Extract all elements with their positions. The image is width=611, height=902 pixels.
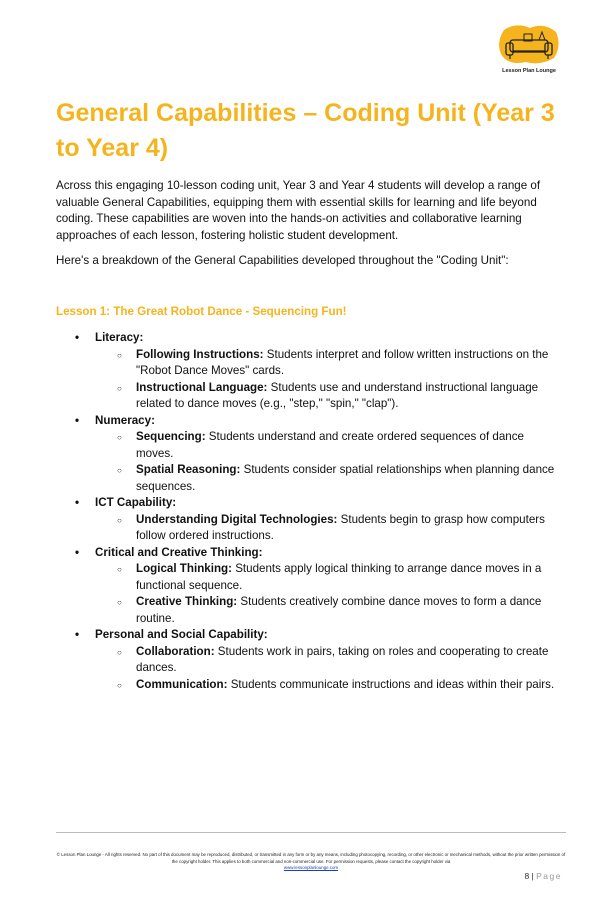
circle-bullet-icon: ○ [117,515,122,525]
capability-item [95,380,560,413]
logo-text: Lesson Plan Lounge [502,68,556,74]
item-label: Collaboration: [136,644,215,658]
item-label: Spatial Reasoning: [136,463,241,476]
capability-item [95,429,560,462]
lesson-plan-lounge-logo [494,24,564,80]
category-name: Literacy: [95,331,144,344]
page-title: General Capabilities – Coding Unit (Year 3 to Year 4) [56,99,555,162]
circle-bullet-icon: ○ [117,433,122,442]
item-label: Following Instructions: [136,347,264,361]
capability-item [95,347,560,380]
circle-bullet-icon: ○ [117,466,122,475]
item-text: Students use and understand instructional language related to dance moves (e.g., "step," "spin," "clap"). [136,380,539,410]
bullet-icon: • [75,545,80,559]
category-name: Critical and Creative Thinking: [95,545,263,559]
capability-category [56,413,576,496]
capability-item [95,677,560,694]
capability-item [95,512,560,545]
capability-category [56,545,576,628]
capability-item [95,462,560,495]
item-text: Students creatively combine dance moves to form a dance routine. [136,595,542,625]
item-text: Students interpret and follow written instructions on the "Robot Dance Moves" cards. [136,347,549,377]
circle-bullet-icon: ○ [117,647,122,657]
item-label: Sequencing: [136,430,206,443]
page-number [524,871,562,881]
sofa-logo-icon [496,24,562,66]
website-link[interactable]: www.lessonplanlounge.com [283,865,339,870]
circle-bullet-icon: ○ [117,350,122,360]
footer-copyright [56,852,566,872]
lesson-heading: Lesson 1: The Great Robot Dance - Sequencing Fun! [56,305,347,318]
item-text: Students begin to grasp how computers follow ordered instructions. [136,512,545,542]
bullet-icon: • [75,496,80,509]
circle-bullet-icon: ○ [117,565,122,574]
circle-bullet-icon: ○ [117,598,122,607]
footer-divider [56,832,566,833]
capability-item [95,561,560,594]
circle-bullet-icon: ○ [117,383,122,393]
page-word: Page [536,871,562,881]
category-name: Numeracy: [95,413,155,427]
item-text: Students understand and create ordered sequences of dance moves. [136,430,524,460]
item-label: Communication: [136,677,228,691]
item-text: Students consider spatial relationships when planning dance sequences. [136,463,555,493]
item-label: Logical Thinking: [136,562,232,575]
bullet-icon: • [75,628,80,641]
circle-bullet-icon: ○ [117,680,122,690]
item-label: Understanding Digital Technologies: [136,512,338,526]
item-label: Creative Thinking: [136,595,238,608]
intro-paragraph: Across this engaging 10-lesson coding unit, Year 3 and Year 4 students will develop a range of valuable General Capabilities, equipping them with essential skills for learning and life beyond coding. These capabilities are woven into the hands-on activities and collaborative learning approaches of each lesson, fostering holistic student development. [56,179,541,242]
capability-item [95,644,560,677]
page-separator: | [531,871,534,881]
copyright-text: © Lesson Plan Lounge - All rights reserved. No part of this document may be reproduced, distributed, or transmitted in any form or by any means, including photocopying, recording, or other electronic or mechanical methods, without the prior written permission of the copyright holder. This applies to both commercial and non-commercial use. For permission requests, please contact the copyright holder via [56,852,566,864]
item-text: Students apply logical thinking to arrange dance moves in a functional sequence. [136,562,542,592]
bullet-icon: • [75,413,80,427]
item-text: Students work in pairs, taking on roles and cooperating to create dances. [136,644,549,674]
page-number-value: 8 [524,871,530,881]
item-text: Students communicate instructions and ideas within their pairs. [227,677,555,691]
capabilities-list [56,330,576,693]
breakdown-paragraph: Here's a breakdown of the General Capabilities developed throughout the "Coding Unit": [56,254,509,267]
category-name: Personal and Social Capability: [95,628,268,641]
capability-category [56,495,576,545]
capability-item [95,594,560,627]
capability-category [56,330,576,413]
item-label: Instructional Language: [136,380,268,394]
category-name: ICT Capability: [95,496,177,509]
capability-category [56,627,576,693]
bullet-icon: • [75,331,80,344]
